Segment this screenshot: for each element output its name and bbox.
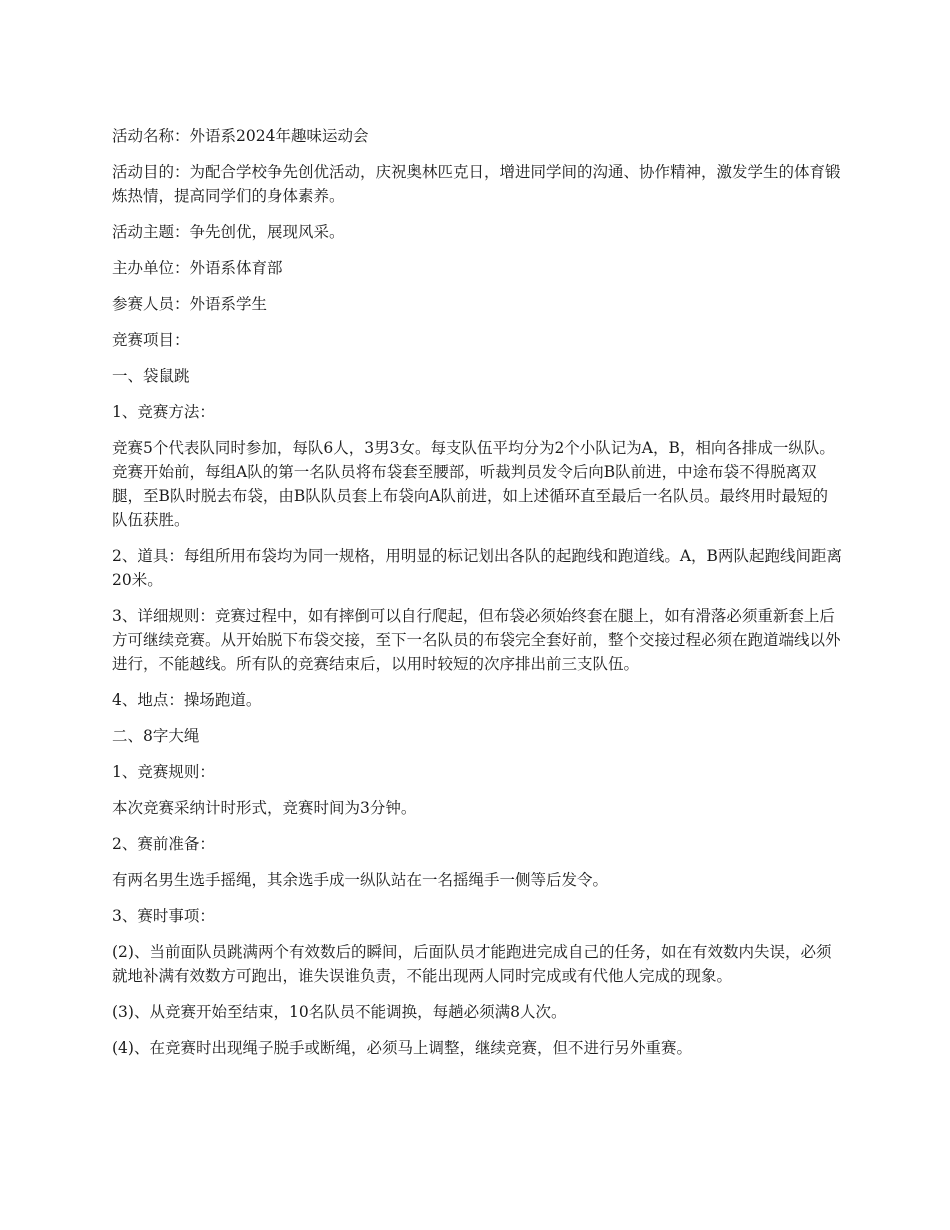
rope-matter-4: (4)、在竞赛时出现绳子脱手或断绳，必须马上调整，继续竞赛，但不进行另外重赛。	[112, 1039, 692, 1057]
kangaroo-rules: 3、详细规则：竞赛过程中，如有摔倒可以自行爬起，但布袋必须始终套在腿上，如有滑落必须重新套上后方可继续竞赛。从开始脱下布袋交接，至下一名队员的布袋完全套好前，整个交接过程必须在跑道端线以外进行，不能越线。所有队的竞赛结束后，以用时较短的次序排出前三支队伍。	[112, 607, 841, 673]
rope-matters-heading: 3、赛时事项：	[112, 907, 215, 925]
activity-theme: 活动主题：争先创优，展现风采。	[112, 223, 345, 241]
section-figure-eight-rope: 二、8字大绳	[112, 727, 200, 745]
rope-preparation-text: 有两名男生选手摇绳，其余选手成一纵队站在一名摇绳手一侧等后发令。	[112, 871, 609, 889]
activity-purpose: 活动目的：为配合学校争先创优活动，庆祝奥林匹克日，增进同学间的沟通、协作精神，激发学生的体育锻炼热情，提高同学们的身体素养。	[112, 163, 841, 205]
rope-preparation-heading: 2、赛前准备：	[112, 835, 215, 853]
events-heading: 竞赛项目：	[112, 331, 190, 349]
activity-name: 活动名称：外语系2024年趣味运动会	[112, 127, 369, 145]
organizer: 主办单位：外语系体育部	[112, 259, 283, 277]
document-body	[112, 124, 842, 1072]
rope-rules-text: 本次竞赛采纳计时形式，竞赛时间为3分钟。	[112, 799, 417, 817]
rope-matter-2: (2)、当前面队员跳满两个有效数后的瞬间，后面队员才能跑进完成自己的任务，如在有效数内失误，必须就地补满有效数方可跑出，谁失误谁负责，不能出现两人同时完成或有代他人完成的现象。	[112, 943, 832, 985]
kangaroo-props: 2、道具：每组所用布袋均为同一规格，用明显的标记划出各队的起跑线和跑道线。A，B两队起跑线间距离20米。	[112, 547, 842, 589]
kangaroo-method-heading: 1、竞赛方法：	[112, 403, 215, 421]
rope-matter-3: (3)、从竞赛开始至结束，10名队员不能调换，每趟必须满8人次。	[112, 1003, 567, 1021]
participants: 参赛人员：外语系学生	[112, 295, 268, 313]
rope-rules-heading: 1、竞赛规则：	[112, 763, 215, 781]
kangaroo-method-text: 竞赛5个代表队同时参加，每队6人，3男3女。每支队伍平均分为2个小队记为A，B，相向各排成一纵队。竞赛开始前，每组A队的第一名队员将布袋套至腰部，听裁判员发令后向B队前进，中途布袋不得脱离双腿，至B队时脱去布袋，由B队队员套上布袋向A队前进，如上述循环直至最后一名队员。最终用时最短的队伍获胜。	[112, 439, 835, 529]
kangaroo-location: 4、地点：操场跑道。	[112, 691, 262, 709]
section-kangaroo-jump: 一、袋鼠跳	[112, 367, 190, 385]
